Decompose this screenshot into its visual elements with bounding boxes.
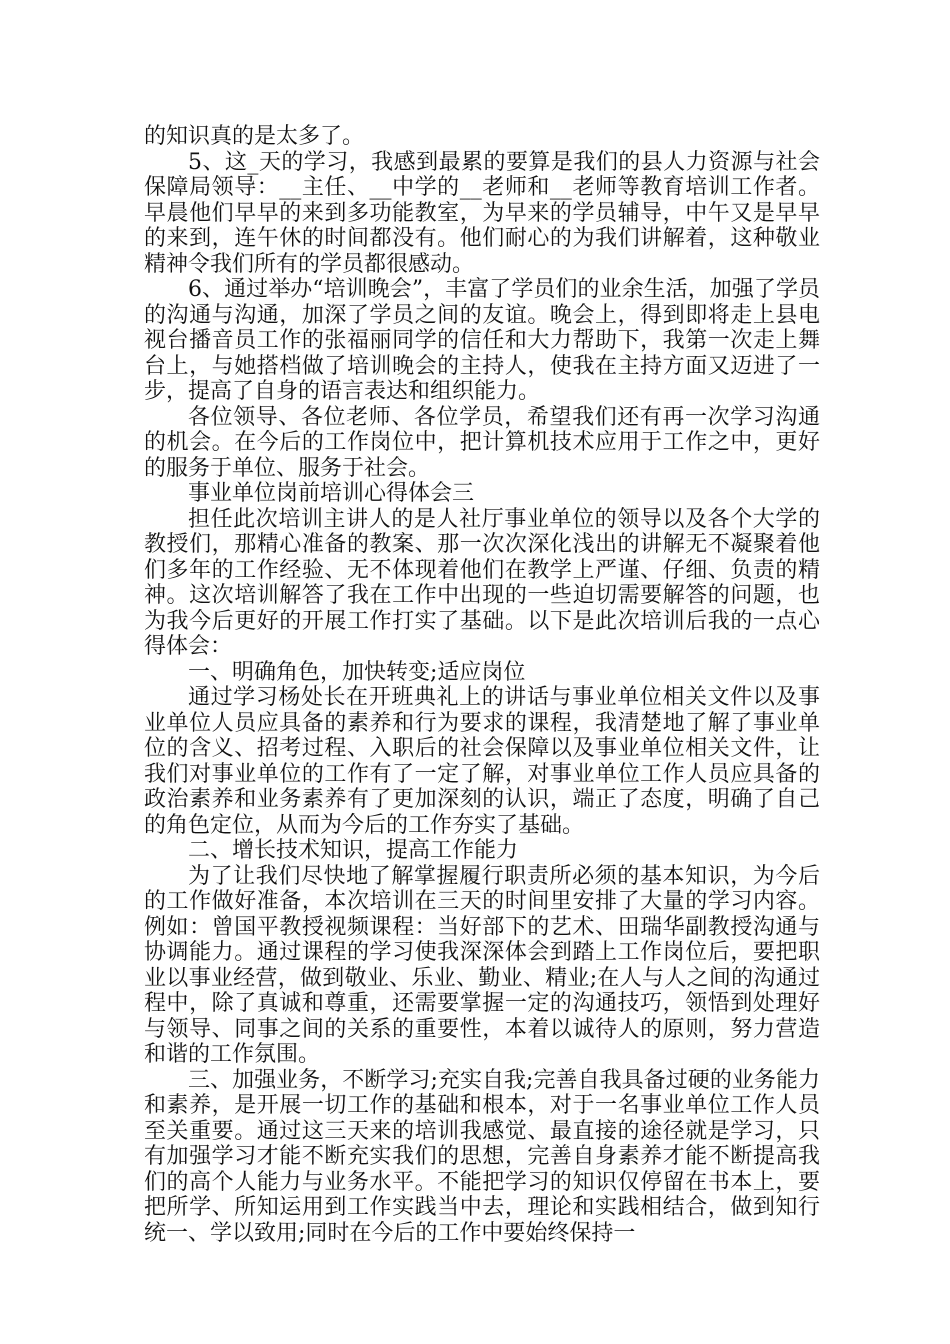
paragraph-one: 通过学习杨处长在开班典礼上的讲话与事业单位相关文件以及事业单位人员应具备的素养和行为要求的课程，我清楚地了解了事业单位的含义、招考过程、入职后的社会保障以及事业单位相关文件，让我们对事业单位的工作有了一定了解，对事业单位工作人员应具备的政治素养和业务素养有了更加深刻的认识，端正了态度，明确了自己的角色定位，从而为今后的工作夯实了基础。 — [144, 685, 820, 838]
paragraph-three: 三、加强业务，不断学习;充实自我;完善自我具备过硬的业务能力和素养，是开展一切工作的基础和根本，对于一名事业单位工作人员至关重要。通过这三天来的培训我感觉、最直接的途径就是学习，只有加强学习才能不断充实我们的思想，完善自身素养才能不断提高我们的高个人能力与业务水平。不能把学习的知识仅停留在书本上，要把所学、所知运用到工作实践当中去，理论和实践相结合，做到知行统一、学以致用;同时在今后的工作中要始终保持一 — [144, 1067, 820, 1246]
paragraph-intro: 担任此次培训主讲人的是人社厅事业单位的领导以及各个大学的教授们，那精心准备的教案、那一次次深化浅出的讲解无不凝聚着他们多年的工作经验、无不体现着他们在教学上严谨、仔细、负责的精神。这次培训解答了我在工作中出现的一些迫切需要解答的问题，也为我今后更好的开展工作打实了基础。以下是此次培训后我的一点心得体会： — [144, 506, 820, 659]
paragraph-item-5: 5、这_天的学习，我感到最累的要算是我们的县人力资源与社会保障局领导：__主任、__中学的__老师和__老师等教育培训工作者。早晨他们早早的来到多功能教室，为早来的学员辅导，中午又是早早的来到，连午休的时间都没有。他们耐心的为我们讲解着，这种敬业精神令我们所有的学员都很感动。 — [144, 149, 820, 277]
paragraph-closing: 各位领导、各位老师、各位学员，希望我们还有再一次学习沟通的机会。在今后的工作岗位中，把计算机技术应用于工作之中，更好的服务于单位、服务于社会。 — [144, 404, 820, 481]
paragraph-two: 为了让我们尽快地了解掌握履行职责所必须的基本知识，为今后的工作做好准备，本次培训在三天的时间里安排了大量的学习内容。例如：曾国平教授视频课程：当好部下的艺术、田瑞华副教授沟通与协调能力。通过课程的学习使我深深体会到踏上工作岗位后，要把职业以事业经营，做到敬业、乐业、勤业、精业;在人与人之间的沟通过程中，除了真诚和尊重，还需要掌握一定的沟通技巧，领悟到处理好与领导、同事之间的关系的重要性，本着以诚待人的原则，努力营造和谐的工作氛围。 — [144, 863, 820, 1067]
heading-one: 一、明确角色，加快转变;适应岗位 — [188, 659, 526, 685]
paragraph-continuation: 的知识真的是太多了。 — [144, 124, 365, 149]
document-body — [144, 124, 820, 1246]
heading-two: 二、增长技术知识，提高工作能力 — [188, 838, 519, 863]
section-title: 事业单位岗前培训心得体会三 — [188, 481, 475, 506]
paragraph-item-6: 6、通过举办“培训晚会”，丰富了学员们的业余生活，加强了学员的沟通与沟通，加深了学员之间的友谊。晚会上，得到即将走上县电视台播音员工作的张福丽同学的信任和大力帮助下，我第一次走上舞台上，与她搭档做了培训晚会的主持人，使我在主持方面又迈进了一步，提高了自身的语言表达和组织能力。 — [144, 277, 820, 404]
